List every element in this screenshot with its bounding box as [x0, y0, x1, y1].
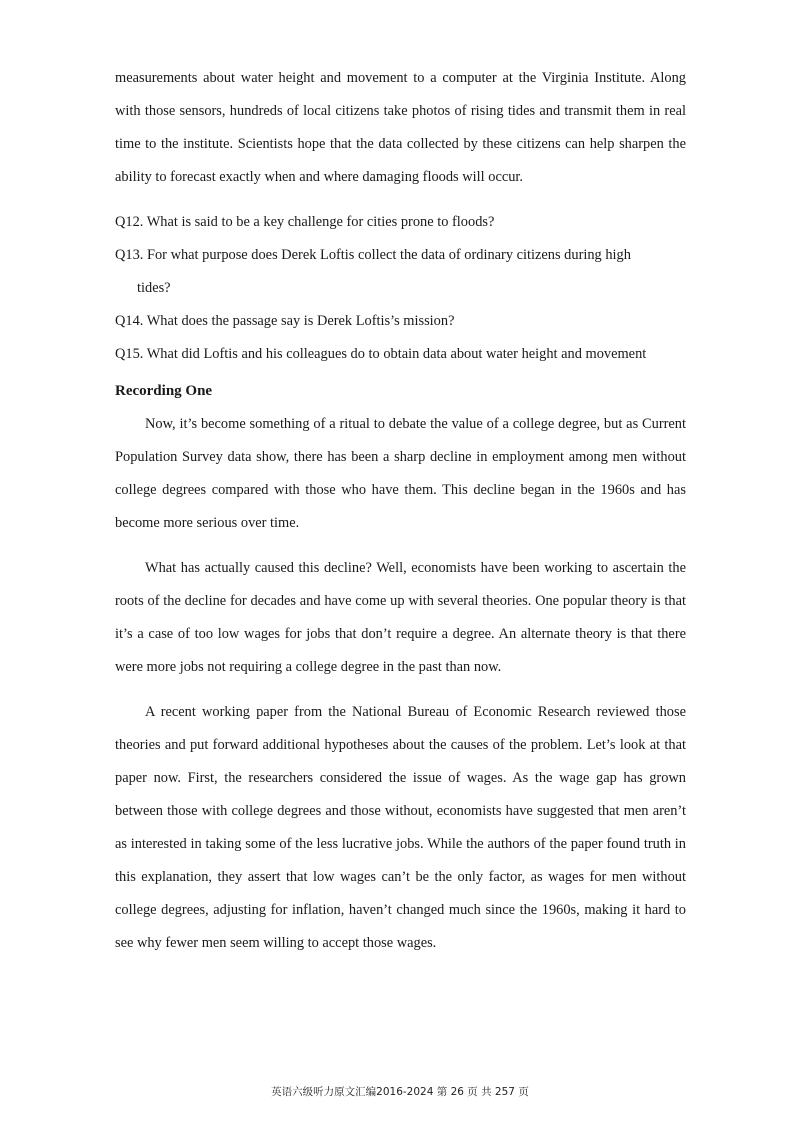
document-page: [115, 62, 686, 960]
question-13-line1: Q13. For what purpose does Derek Loftis collect the data of ordinary citizens during high: [115, 247, 631, 263]
question-list: [115, 206, 686, 371]
recording-paragraph-2: What has actually caused this decline? Well, economists have been working to ascertain the roots of the decline for decades and have come up with several theories. One popular theory is that it’s a case of too low wages for jobs that don’t require a degree. An alternate theory is that there were more jobs not requiring a college degree in the past than now.: [115, 560, 686, 675]
question-12: Q12. What is said to be a key challenge for cities prone to floods?: [115, 214, 495, 230]
question-14: Q14. What does the passage say is Derek Loftis’s mission?: [115, 313, 455, 329]
question-13: [115, 239, 686, 305]
recording-paragraph-1: Now, it’s become something of a ritual to debate the value of a college degree, but as Current Population Survey data show, there has been a sharp decline in employment among men without college degrees compared with those who have them. This decline began in the 1960s and has become more serious over time.: [115, 416, 686, 531]
continued-paragraph: measurements about water height and movement to a computer at the Virginia Institute. Along with those sensors, hundreds of local citizens take photos of rising tides and transmit them in real time to the institute. Scientists hope that the data collected by these citizens can help sharpen the ability to forecast exactly when and where damaging floods will occur.: [115, 70, 686, 185]
section-heading: Recording One: [115, 383, 213, 399]
page-footer: 英语六级听力原文汇编2016-2024 第 26 页 共 257 页: [271, 1086, 529, 1098]
question-15: Q15. What did Loftis and his colleagues do to obtain data about water height and movement: [115, 346, 647, 362]
recording-paragraph-3: A recent working paper from the National Bureau of Economic Research reviewed those theories and put forward additional hypotheses about the causes of the problem. Let’s look at that paper now. First, the researchers considered the issue of wages. As the wage gap has grown between those with college degrees and those without, economists have suggested that men aren’t as interested in taking some of the less lucrative jobs. While the authors of the paper found truth in this explanation, they assert that low wages can’t be the only factor, as wages for men without college degrees, adjusting for inflation, haven’t changed much since the 1960s, making it hard to see why fewer men seem willing to accept those wages.: [115, 704, 686, 951]
question-13-line2: tides?: [137, 280, 171, 296]
